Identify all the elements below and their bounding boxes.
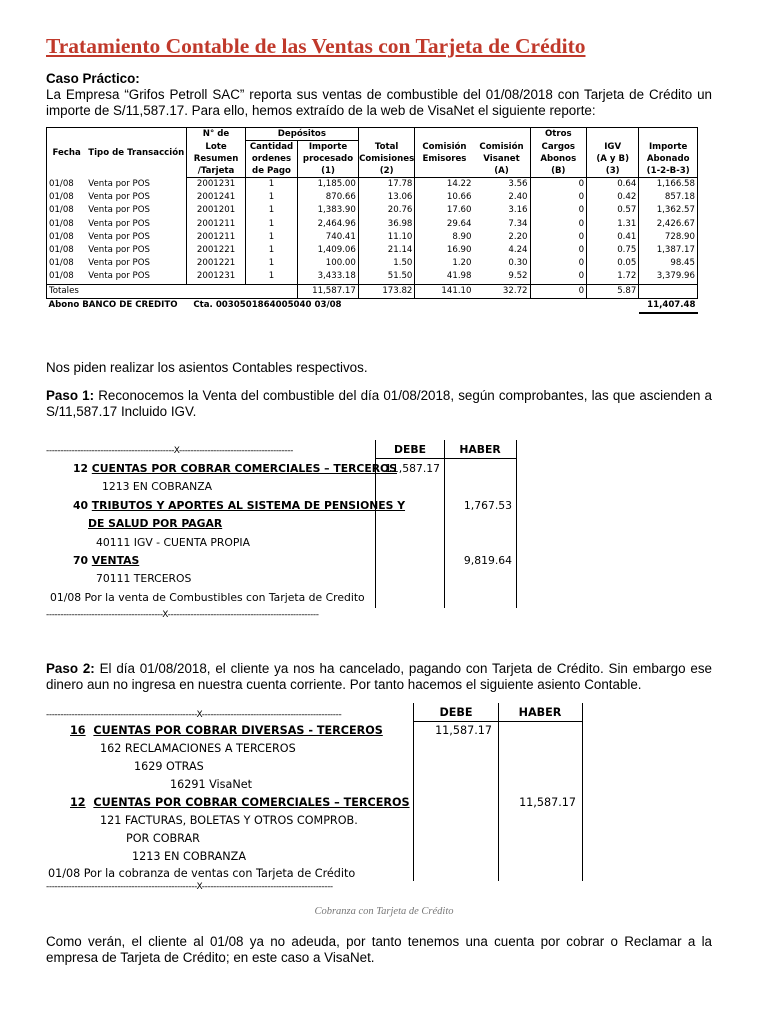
table-cell: 1 bbox=[245, 204, 297, 217]
table-cell: 1,185.00 bbox=[298, 178, 359, 192]
table-cell: 2,426.67 bbox=[639, 218, 698, 231]
table-cell: 0 bbox=[530, 257, 587, 270]
table-cell: 2.20 bbox=[508, 231, 528, 242]
table-cell: 1,409.06 bbox=[298, 244, 359, 257]
journal2-subaccount-16291: 16291 VisaNet bbox=[170, 778, 252, 791]
table-cell: Venta por POS bbox=[88, 245, 150, 256]
nos-piden-text: Nos piden realizar los asientos Contables respectivos. bbox=[46, 360, 368, 375]
journal2-gloss: 01/08 Por la cobranza de ventas con Tarjeta de Crédito bbox=[48, 867, 356, 880]
table-cell: 3.56 bbox=[508, 179, 528, 189]
table-cell: 21.14 bbox=[358, 244, 415, 257]
table-cell: 3,379.96 bbox=[639, 270, 698, 284]
header-depositos: Depósitos bbox=[245, 128, 358, 141]
visanet-report-table: Fecha Tipo de Transacción N° de Depósitos Otros Lote Cantidad Importe Total Comisión Comisión Cargos IGV Importe Resumen ordenes procesado Comisiones Emisores Visanet Abonos (A y B) Abonado /Tarjeta de Pago (1) (2) (A) (B) (3) (1-2-B-3) 01/08 Venta por POS 2001231 1 1,185.00 17.78 14.22 3.56 0 0.64 1,166.58 01/08 Venta por POS 2001241 1 870.66 13.06 10.66 2.40 0 0.42 857.18 01/08 Venta por POS 2001201 1 1,383.90 20.76 17.60 3.16 0 0.57 1,362.57 01/08 Venta por POS 2001211 1 2,464.96 36.98 29.64 7.34 0 1.31 2,426.67 01/08 Venta por POS 2001211 1 740.41 11.10 8.90 2.20 0 0.41 728.90 01/08 Venta por POS 2001221 1 1,409.06 21.14 16.90 4.24 0 0.75 1,387.17 01/08 Venta por POS 2001221 1 100.00 1.50 1.20 0.30 0 0.05 98.45 01/08 Venta por POS 2001231 1 3,433.18 51.50 41.98 9.52 0 1.72 3,379.96 Totales 11,587.17 173.82 141.10 32.72 0 5.87 Abono BANCO DE CREDITO Cta. 0030501864005040 03/08 11,407.48 bbox=[46, 127, 698, 314]
journal2-haber-header: HABER bbox=[518, 706, 562, 719]
paso1-paragraph bbox=[46, 388, 712, 419]
table-row bbox=[47, 178, 698, 192]
paso1-text: Reconocemos la Venta del combustible del día 01/08/2018, según comprobantes, las que ascienden a S/11,587.17 Incluido IGV. bbox=[46, 388, 712, 419]
table-cell: 17.60 bbox=[415, 204, 474, 217]
table-cell: 1.50 bbox=[358, 257, 415, 270]
table-cell: 36.98 bbox=[358, 218, 415, 231]
table-cell: 0.41 bbox=[587, 231, 639, 244]
table-cell: 740.41 bbox=[298, 231, 359, 244]
paso2-paragraph bbox=[46, 661, 712, 692]
table-cell: 2001211 bbox=[187, 218, 246, 231]
journal1-line-40: 40 TRIBUTOS Y APORTES AL SISTEMA DE PENSIONES Y bbox=[73, 499, 406, 512]
header-tipo: Tipo de Transacción bbox=[86, 128, 186, 178]
table-cell: 0.05 bbox=[587, 257, 639, 270]
table-cell: 2001241 bbox=[187, 191, 246, 204]
table-cell: 0 bbox=[530, 244, 587, 257]
table-cell: 1.20 bbox=[415, 257, 474, 270]
table-cell: 1,166.58 bbox=[639, 178, 698, 192]
journal2-subaccount-121: 121 FACTURAS, BOLETAS Y OTROS COMPROB. bbox=[100, 814, 358, 827]
table-cell: 1,362.57 bbox=[639, 204, 698, 217]
journal1-debe-12: 11,587.17 bbox=[385, 462, 440, 475]
table-cell: 1,387.17 bbox=[639, 244, 698, 257]
table-cell: 870.66 bbox=[298, 191, 359, 204]
header-fecha: Fecha bbox=[47, 128, 87, 178]
journal2-subaccount-121-cont: POR COBRAR bbox=[126, 832, 200, 845]
table-cell: 01/08 bbox=[47, 270, 87, 284]
table-cell: 1 bbox=[245, 244, 297, 257]
table-cell: 0.57 bbox=[587, 204, 639, 217]
table-cell: 2001201 bbox=[187, 204, 246, 217]
table-row bbox=[47, 244, 698, 257]
table-cell: 01/08 bbox=[47, 218, 87, 231]
caso-label: Caso Práctico: bbox=[46, 71, 140, 86]
journal1-haber-header: HABER bbox=[459, 443, 501, 456]
table-cell: 11.10 bbox=[358, 231, 415, 244]
table-cell: 857.18 bbox=[639, 191, 698, 204]
table-cell: 51.50 bbox=[358, 270, 415, 284]
paso2-label: Paso 2: bbox=[46, 661, 95, 676]
table-row bbox=[47, 257, 698, 270]
journal1-subaccount-40111: 40111 IGV - CUENTA PROPIA bbox=[96, 536, 250, 549]
journal2-separator-bottom: -----------------------------------------------------X---------------------------------------------- bbox=[46, 882, 333, 892]
table-cell: 01/08 bbox=[47, 178, 87, 192]
journal1-separator-bottom: -----------------------------------------X----------------------------------------------------- bbox=[46, 610, 319, 620]
journal-entry-2 bbox=[46, 703, 586, 893]
conclusion-text: Como verán, el cliente al 01/08 ya no adeuda, por tanto tenemos una cuenta por cobrar o Reclamar a la empresa de Tarjeta de Crédito; en este caso a VisaNet. bbox=[46, 934, 712, 965]
table-cell: Venta por POS bbox=[88, 231, 150, 242]
table-cell: 10.66 bbox=[415, 191, 474, 204]
totals-comisiones: 173.82 bbox=[358, 284, 415, 298]
table-cell: 0 bbox=[530, 218, 587, 231]
journal1-separator-top: ---------------------------------------------X---------------------------------------- bbox=[46, 446, 293, 456]
table-cell: 728.90 bbox=[639, 231, 698, 244]
table-cell: 0 bbox=[530, 270, 587, 284]
table-cell: 2,464.96 bbox=[298, 218, 359, 231]
table-cell: Venta por POS bbox=[88, 205, 150, 216]
table-cell: 2001231 bbox=[187, 270, 246, 284]
journal1-line-12: 12 CUENTAS POR COBRAR COMERCIALES – TERCEROS bbox=[73, 462, 397, 475]
table-cell: 1 bbox=[245, 270, 297, 284]
paso1-label: Paso 1: bbox=[46, 388, 95, 403]
table-cell: 2001221 bbox=[187, 257, 246, 270]
totals-visanet: 32.72 bbox=[474, 284, 531, 298]
table-cell: 98.45 bbox=[639, 257, 698, 270]
table-cell: 1 bbox=[245, 257, 297, 270]
table-cell: 01/08 bbox=[47, 191, 87, 204]
table-cell: 1 bbox=[245, 191, 297, 204]
journal2-haber-12: 11,587.17 bbox=[519, 796, 576, 809]
journal2-subaccount-1629: 1629 OTRAS bbox=[134, 760, 204, 773]
page-title: Tratamiento Contable de las Ventas con Tarjeta de Crédito bbox=[46, 34, 586, 58]
journal1-debe-header: DEBE bbox=[394, 443, 426, 456]
table-cell: 0.75 bbox=[587, 244, 639, 257]
table-cell: Venta por POS bbox=[88, 271, 150, 282]
journal2-line-12: 12 CUENTAS POR COBRAR COMERCIALES – TERCEROS bbox=[70, 796, 410, 809]
table-cell: Venta por POS bbox=[88, 258, 150, 269]
journal1-subaccount-70111: 70111 TERCEROS bbox=[96, 572, 192, 585]
table-cell: 2001221 bbox=[187, 244, 246, 257]
table-cell: 14.22 bbox=[415, 178, 474, 192]
table-cell: 0.64 bbox=[587, 178, 639, 192]
journal1-line-40-cont: DE SALUD POR PAGAR bbox=[88, 517, 223, 530]
table-cell: 3.16 bbox=[508, 205, 528, 216]
journal-entry-1 bbox=[46, 440, 526, 622]
abono-label: Abono BANCO DE CREDITO bbox=[48, 300, 178, 311]
totals-emisores: 141.10 bbox=[415, 284, 474, 298]
table-cell: 0 bbox=[530, 178, 587, 192]
totals-igv: 5.87 bbox=[587, 284, 639, 298]
table-cell: 17.78 bbox=[358, 178, 415, 192]
table-cell: 1 bbox=[245, 218, 297, 231]
table-cell: 2001231 bbox=[187, 178, 246, 192]
journal1-haber-70: 9,819.64 bbox=[463, 554, 512, 567]
header-otros-1: Otros bbox=[530, 128, 587, 141]
table-cell: 4.24 bbox=[508, 245, 528, 256]
table-cell: 3,433.18 bbox=[298, 270, 359, 284]
paso2-text: El día 01/08/2018, el cliente ya nos ha cancelado, pagando con Tarjeta de Crédito. Sin embargo ese dinero aun no ingresa en nuestra cuenta corriente. Por tanto hacemos el siguiente asiento Contable. bbox=[46, 661, 712, 692]
table-cell: 1.31 bbox=[587, 218, 639, 231]
figure-caption: Cobranza con Tarjeta de Crédito bbox=[314, 906, 454, 917]
table-cell: 0 bbox=[530, 231, 587, 244]
table-cell: 0.30 bbox=[508, 258, 528, 269]
journal1-haber-40: 1,767.53 bbox=[463, 499, 512, 512]
abono-cuenta: Cta. 0030501864005040 03/08 bbox=[193, 299, 342, 310]
table-cell: 01/08 bbox=[47, 204, 87, 217]
journal1-gloss: 01/08 Por la venta de Combustibles con Tarjeta de Credito bbox=[50, 591, 365, 604]
table-row bbox=[47, 270, 698, 284]
table-cell: Venta por POS bbox=[88, 192, 150, 203]
table-cell: 01/08 bbox=[47, 257, 87, 270]
table-cell: 0 bbox=[530, 204, 587, 217]
abono-importe: 11,407.48 bbox=[639, 298, 698, 313]
journal2-subaccount-162: 162 RECLAMACIONES A TERCEROS bbox=[100, 742, 296, 755]
journal2-debe-header: DEBE bbox=[439, 706, 473, 719]
journal2-debe-16: 11,587.17 bbox=[435, 724, 492, 737]
table-cell: 8.90 bbox=[415, 231, 474, 244]
header-lote-1: N° de bbox=[187, 128, 246, 141]
table-cell: Venta por POS bbox=[88, 178, 150, 189]
table-cell: 41.98 bbox=[415, 270, 474, 284]
table-cell: 13.06 bbox=[358, 191, 415, 204]
table-cell: 100.00 bbox=[298, 257, 359, 270]
table-row bbox=[47, 218, 698, 231]
table-cell: 0 bbox=[530, 191, 587, 204]
totals-label: Totales bbox=[47, 284, 298, 298]
table-cell: 1 bbox=[245, 178, 297, 192]
table-cell: 1 bbox=[245, 231, 297, 244]
totals-otros: 0 bbox=[530, 284, 587, 298]
table-cell: 9.52 bbox=[508, 271, 528, 282]
table-cell: 29.64 bbox=[415, 218, 474, 231]
journal2-line-16: 16 CUENTAS POR COBRAR DIVERSAS - TERCEROS bbox=[70, 724, 383, 737]
table-cell: 2001211 bbox=[187, 231, 246, 244]
table-cell: 0.42 bbox=[587, 191, 639, 204]
totals-importe: 11,587.17 bbox=[298, 284, 359, 298]
table-cell: 20.76 bbox=[358, 204, 415, 217]
table-row bbox=[47, 204, 698, 217]
table-row bbox=[47, 231, 698, 244]
table-cell: 01/08 bbox=[47, 231, 87, 244]
journal1-line-70: 70 VENTAS bbox=[73, 554, 140, 567]
journal2-separator-top: -----------------------------------------------------X------------------------------------------------- bbox=[46, 710, 342, 720]
table-cell: Venta por POS bbox=[88, 218, 150, 229]
table-row bbox=[47, 191, 698, 204]
table-cell: 2.40 bbox=[508, 192, 528, 203]
table-cell: 01/08 bbox=[47, 244, 87, 257]
table-cell: 1.72 bbox=[587, 270, 639, 284]
table-cell: 1,383.90 bbox=[298, 204, 359, 217]
table-cell: 16.90 bbox=[415, 244, 474, 257]
journal2-subaccount-1213: 1213 EN COBRANZA bbox=[132, 850, 246, 863]
caso-text: La Empresa “Grifos Petroll SAC” reporta sus ventas de combustible del 01/08/2018 con Tarjeta de Crédito un importe de S/11,587.17. Para ello, hemos extraído de la web de VisaNet el siguiente reporte: bbox=[46, 87, 712, 118]
table-cell: 7.34 bbox=[508, 218, 528, 229]
journal1-subaccount-1213: 1213 EN COBRANZA bbox=[102, 480, 212, 493]
